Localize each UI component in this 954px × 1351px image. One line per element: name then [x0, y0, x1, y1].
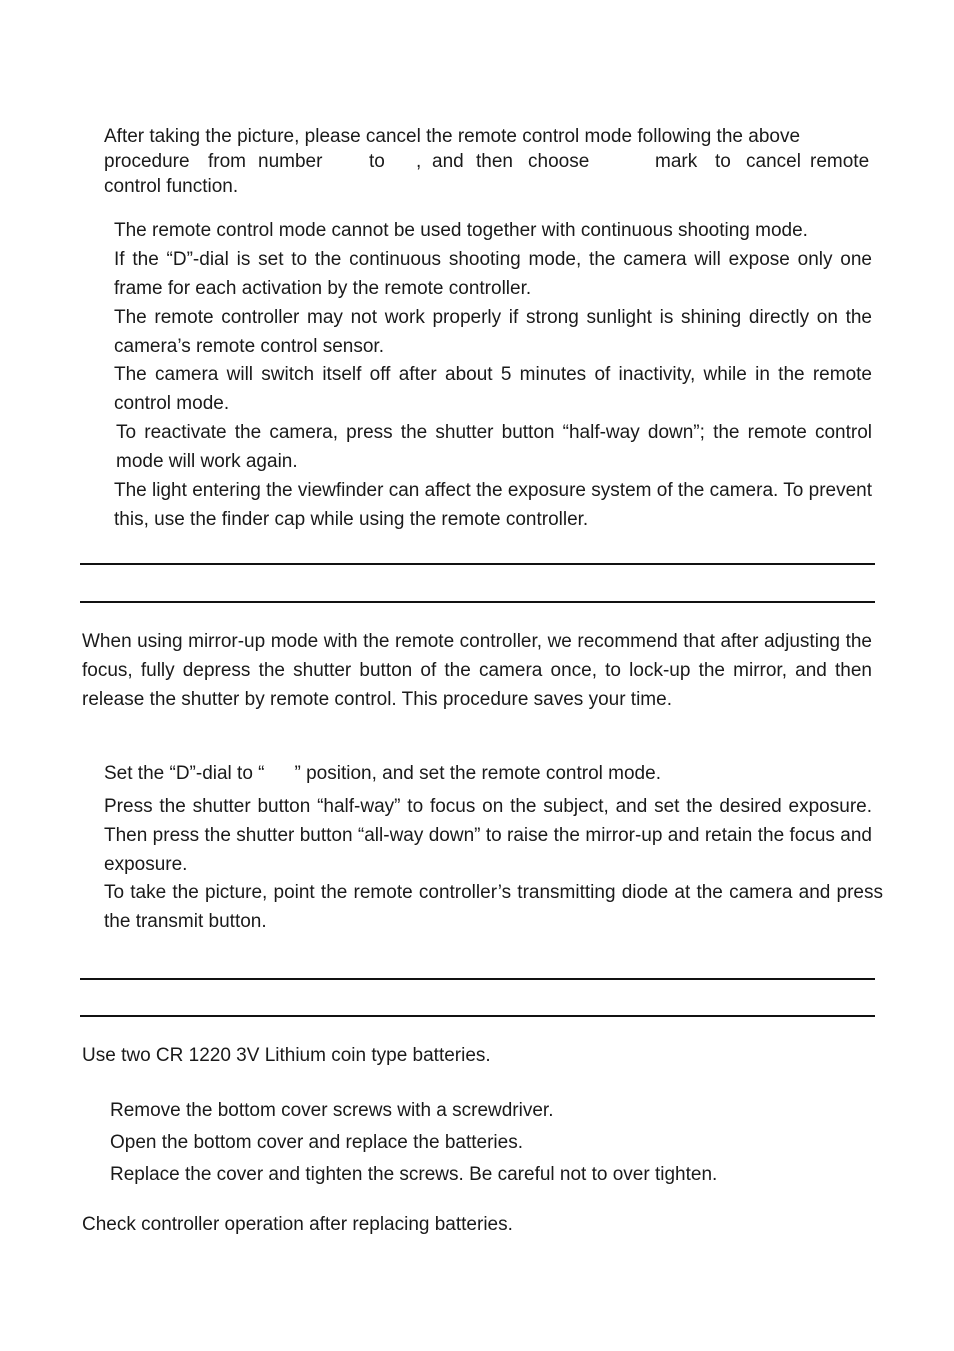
intro-word: to — [369, 151, 385, 172]
section-rule — [80, 563, 875, 565]
intro-line-3: control function. — [104, 176, 239, 197]
intro-line-1: After taking the picture, please cancel the remote control mode following the above — [104, 126, 801, 147]
mirror-step-2: Press the shutter button “half-way” to focus on the subject, and set the desired exposure. Then press the shutter button “all-way down” to raise the mirror-up and retain the focus and exposure. — [104, 796, 872, 875]
note-item: To reactivate the camera, press the shutter button “half-way down”; the remote control mode will work again. — [116, 422, 872, 472]
battery-step: Replace the cover and tighten the screws. Be careful not to over tighten. — [110, 1164, 718, 1185]
intro-word: from — [208, 151, 246, 172]
note-item: The camera will switch itself off after about 5 minutes of inactivity, while in the remote control mode. — [114, 364, 872, 414]
intro-paragraph — [104, 124, 872, 199]
intro-word: mark — [655, 151, 698, 172]
intro-word: to — [715, 151, 731, 172]
note-item: The light entering the viewfinder can affect the exposure system of the camera. To prevent this, use the finder cap while using the remote controller. — [114, 480, 872, 530]
intro-word: , — [416, 151, 422, 172]
battery-intro: Use two CR 1220 3V Lithium coin type batteries. — [82, 1045, 491, 1066]
note-item: The remote controller may not work properly if strong sunlight is shining directly on the camera’s remote control sensor. — [114, 307, 872, 357]
section-rule — [80, 1015, 875, 1017]
step-text: ” position, and set the remote control mode. — [294, 763, 661, 784]
intro-word: choose — [528, 151, 590, 172]
intro-word: number — [258, 151, 323, 172]
mirror-step-3: To take the picture, point the remote controller’s transmitting diode at the camera and press the transmit button. — [104, 882, 883, 932]
battery-step: Remove the bottom cover screws with a screwdriver. — [110, 1100, 554, 1121]
intro-word: remote — [810, 151, 870, 172]
intro-word: then — [476, 151, 513, 172]
note-item: The remote control mode cannot be used together with continuous shooting mode. — [114, 220, 808, 241]
intro-word: cancel — [746, 151, 801, 172]
intro-line-2 — [104, 149, 872, 174]
note-item: If the “D”-dial is set to the continuous shooting mode, the camera will expose only one frame for each activation by the remote controller. — [114, 249, 872, 299]
mirror-paragraph: When using mirror-up mode with the remote controller, we recommend that after adjusting the focus, fully depress the shutter button of the camera once, to lock-up the mirror, and then release the shutter by remote control. This procedure saves your time. — [82, 631, 872, 710]
battery-footer: Check controller operation after replacing batteries. — [82, 1214, 513, 1235]
battery-step: Open the bottom cover and replace the batteries. — [110, 1132, 523, 1153]
intro-word: and — [432, 151, 464, 172]
intro-word: procedure — [104, 151, 190, 172]
section-rule — [80, 601, 875, 603]
section-rule — [80, 978, 875, 980]
step-text: Set the “D”-dial to “ — [104, 763, 265, 784]
mirror-step-1 — [104, 759, 661, 788]
